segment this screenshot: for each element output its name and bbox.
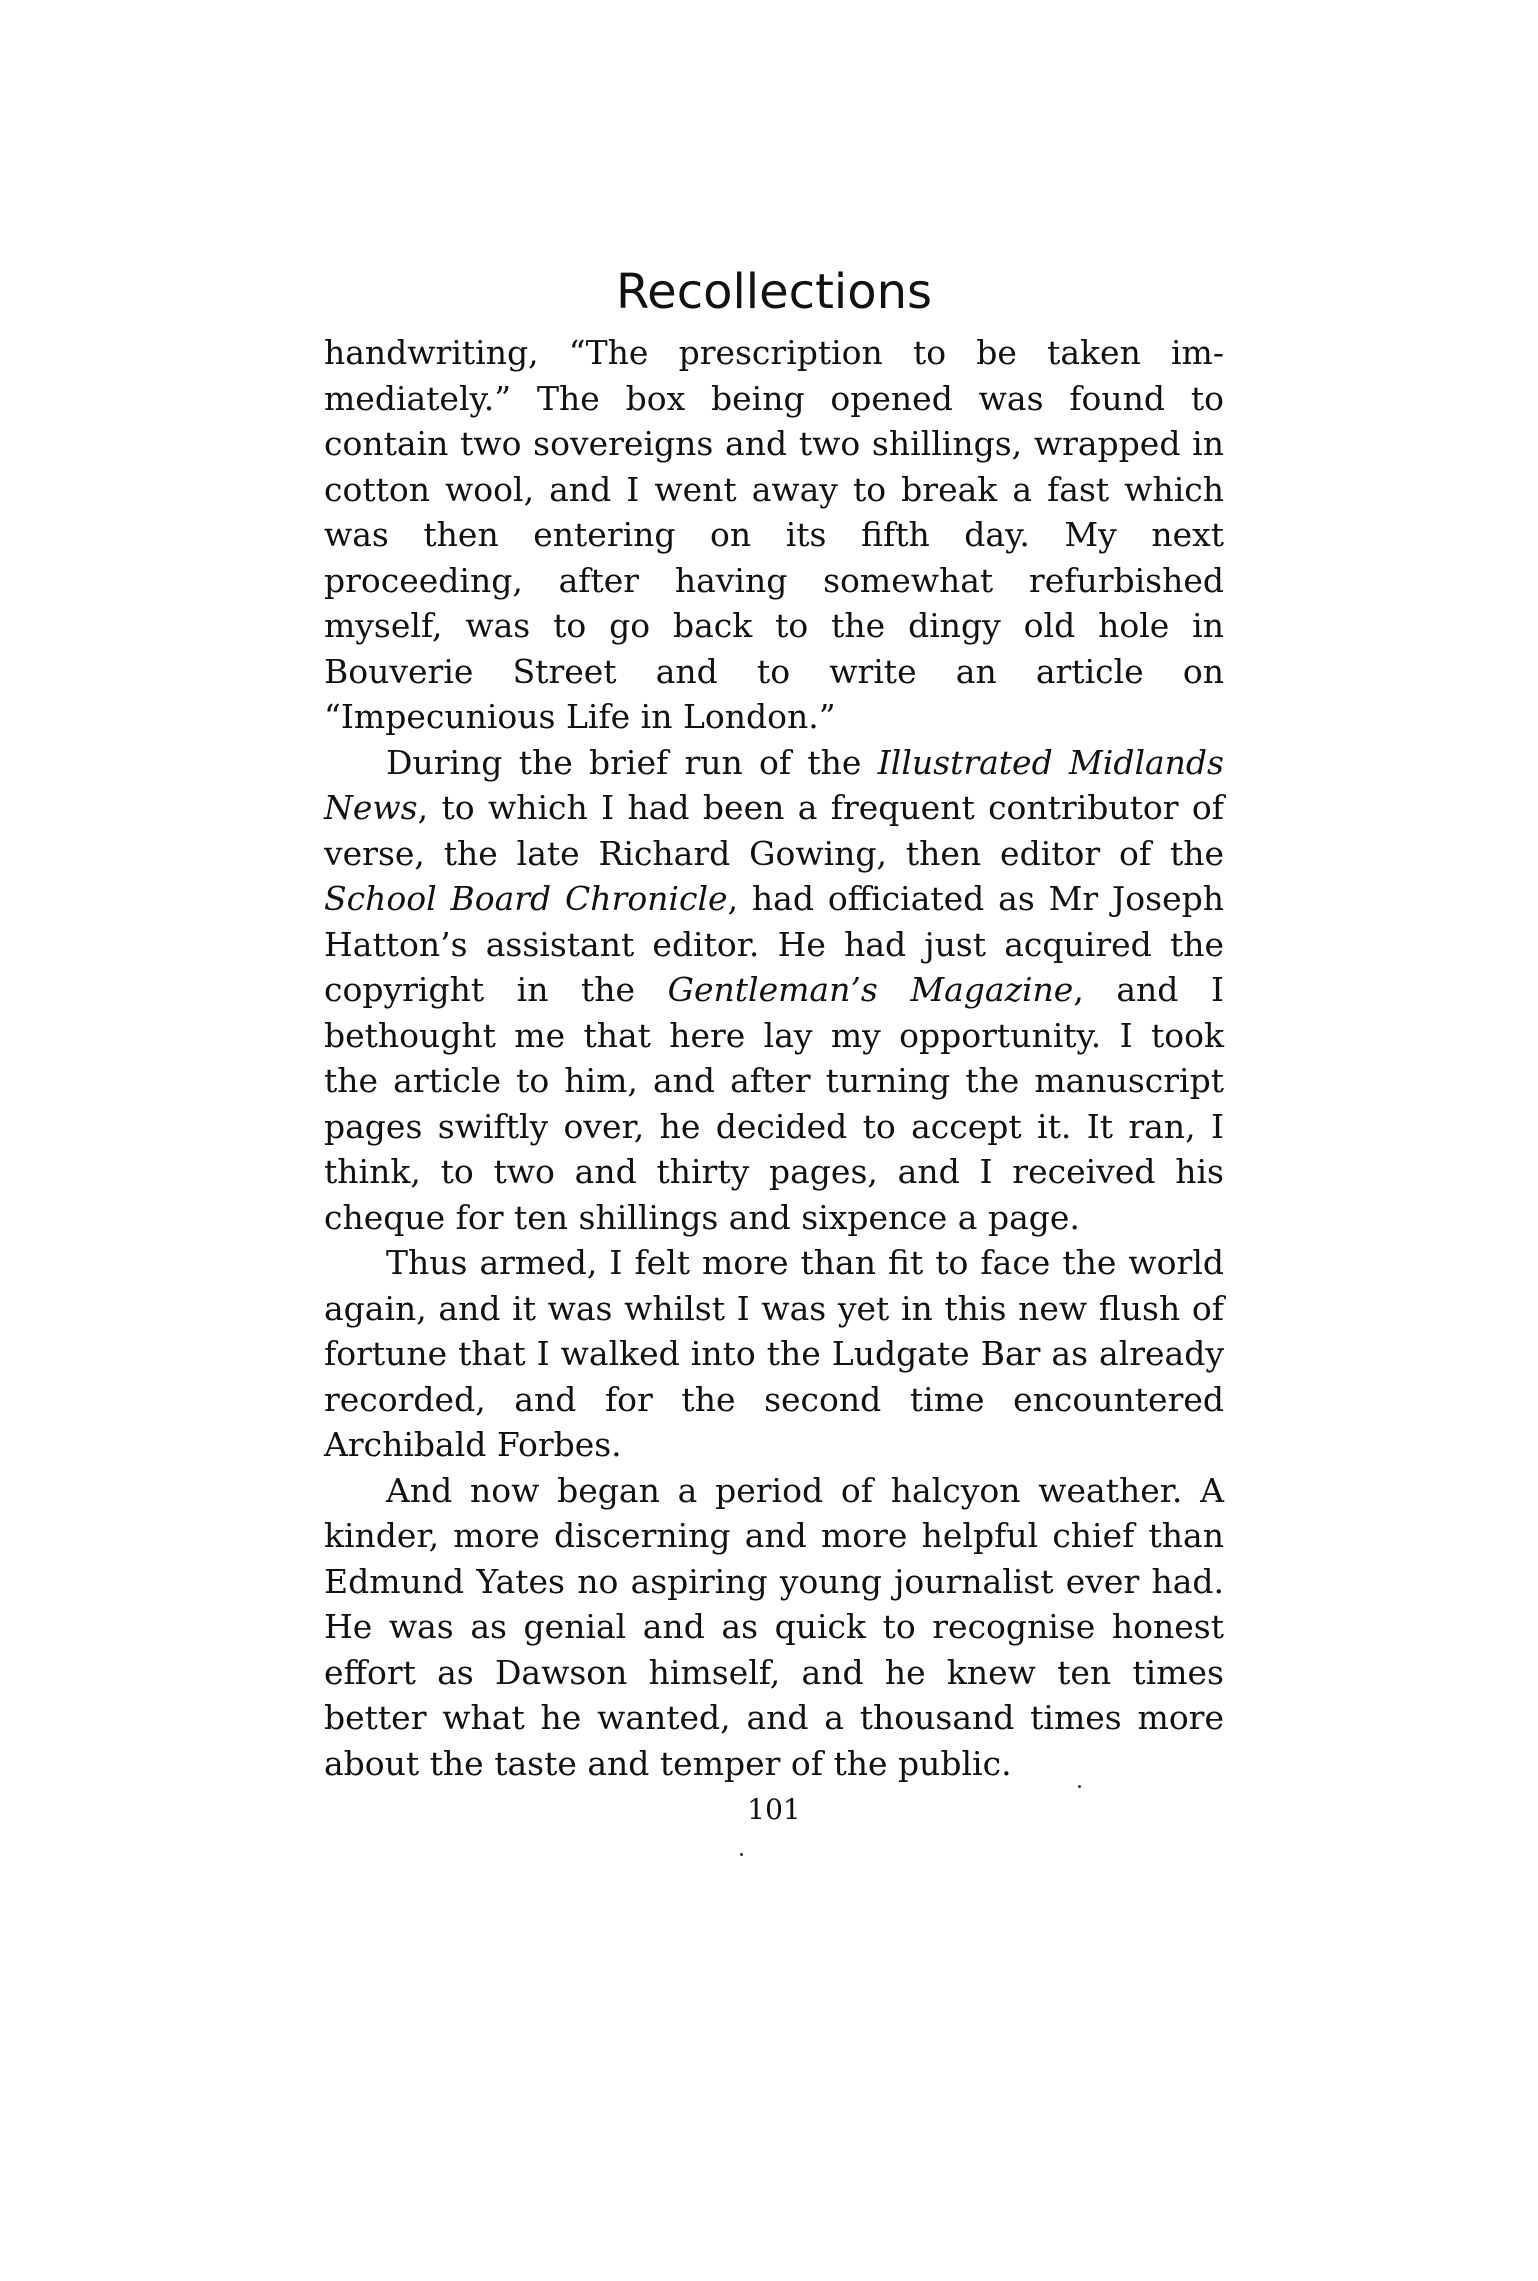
text-run: Thus armed, I felt more than fit to face the world again, and it was whilst I was yet in this new flush of fortune that I walked into the Ludgate Bar as already recorded, and for the second time encountered Archibald Forbes.	[324, 1243, 1224, 1464]
text-run: , had officiated as Mr Joseph Hatton’s assistant editor. He had just acquired the copyright in the	[324, 879, 1224, 1009]
page-number: 101	[747, 1793, 801, 1826]
italic-title: Illustrated Midlands News	[324, 742, 1224, 827]
text-run: During the brief run of the	[386, 742, 878, 782]
text-run: , and I bethought me that here lay my opportunity. I took the article to him, and after turning the manuscript pages swiftly over, he decided to accept it. It ran, I think, to two and thirty pages, and I received his cheque for ten shillings and sixpence a page.	[324, 970, 1225, 1237]
book-page	[324, 260, 1224, 1828]
text-run: , to which I had been a frequent contributor of verse, the late Richard Gowing, then editor of the	[324, 788, 1224, 873]
paragraph	[324, 740, 1224, 1241]
italic-title: Gentleman’s Magazine	[667, 970, 1074, 1009]
body-text	[324, 330, 1224, 1786]
text-run: handwriting, “The prescription to be taken immediately.” The box being opened was found to contain two sovereigns and two shillings, wrapped in cotton wool, and I went away to break a fast which was then entering on its fifth day. My next proceeding, after having somewhat refurbished myself, was to go back to the dingy old hole in Bouverie Street and to write an article on “Impecunious Life in London.”	[324, 333, 1224, 736]
print-speck	[740, 1853, 743, 1856]
text-run: And now began a period of halcyon weather. A kinder, more discerning and more helpful chief than Edmund Yates no aspiring young journalist ever had. He was as genial and as quick to recognise honest effort as Dawson himself, and he knew ten times better what he wanted, and a thousand times more about the taste and temper of the public.	[324, 1470, 1224, 1783]
print-speck	[1078, 1785, 1081, 1788]
paragraph	[324, 1468, 1224, 1787]
running-head: Recollections	[615, 264, 933, 320]
italic-title: School Board Chronicle	[324, 879, 728, 918]
paragraph	[324, 330, 1224, 740]
paragraph	[324, 1240, 1224, 1468]
